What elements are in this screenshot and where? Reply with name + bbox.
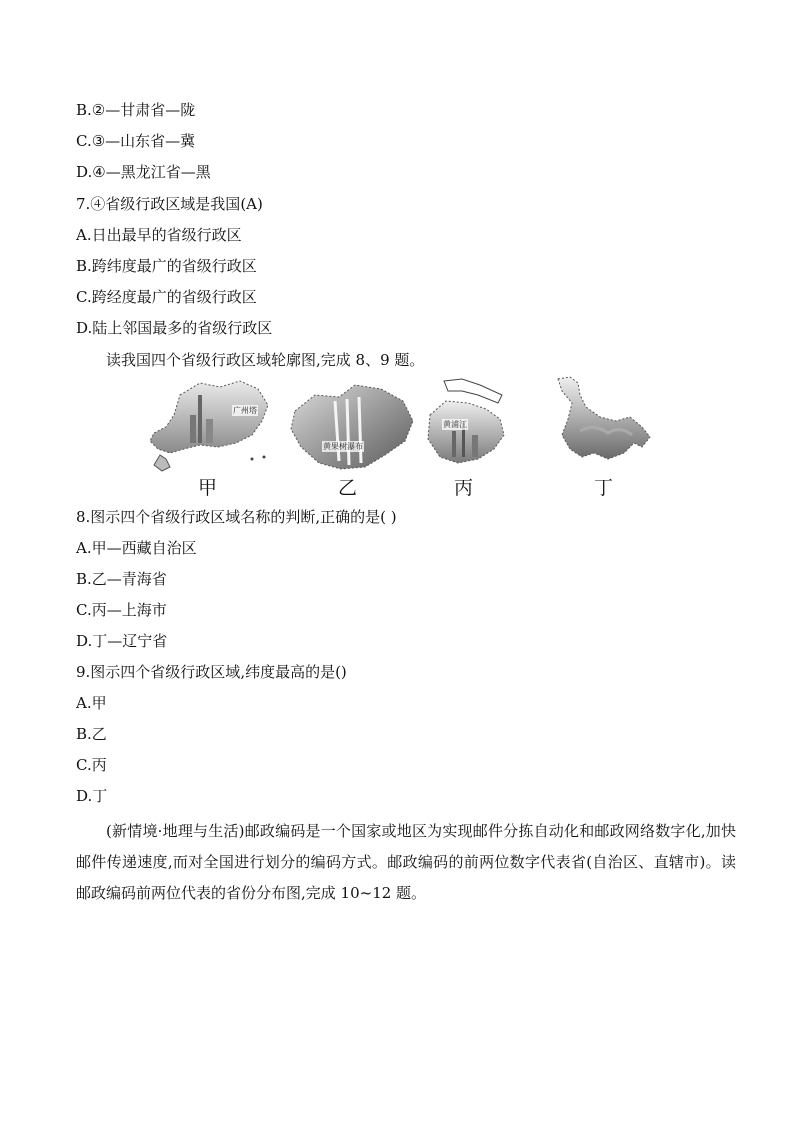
label-jia: 甲: [198, 477, 218, 499]
option-a-q7: A.日出最早的省级行政区: [76, 226, 242, 244]
option-c-q7: C.跨经度最广的省级行政区: [76, 288, 257, 306]
map-ding: [550, 373, 660, 473]
option-c-q8: C.丙—上海市: [76, 601, 167, 619]
label-bing: 丙: [454, 477, 474, 499]
intro-8-9: 读我国四个省级行政区域轮廓图,完成 8、9 题。: [106, 351, 425, 369]
option-c-q6: C.③—山东省—冀: [76, 132, 196, 150]
label-ding: 丁: [594, 477, 614, 499]
option-d-q8: D.丁—辽宁省: [76, 632, 168, 650]
option-d-q7: D.陆上邻国最多的省级行政区: [76, 319, 273, 337]
question-9-stem: 9.图示四个省级行政区域,纬度最高的是(): [76, 663, 347, 681]
tag-huangpu-river: 黄浦江: [443, 420, 467, 429]
map-bing: [422, 375, 522, 467]
map-jia: [140, 375, 280, 475]
label-yi: 乙: [338, 477, 358, 499]
province-outlines-figure: [140, 373, 660, 498]
question-8-stem: 8.图示四个省级行政区域名称的判断,正确的是( ): [76, 508, 397, 526]
option-b-q9: B.乙: [76, 725, 107, 743]
option-b-q8: B.乙—青海省: [76, 570, 167, 588]
tag-canton-tower: 广州塔: [233, 406, 257, 415]
option-c-q9: C.丙: [76, 756, 107, 774]
postal-code-passage: (新情境·地理与生活)邮政编码是一个国家或地区为实现邮件分拣自动化和邮政网络数字化,加快邮件传递速度,而对全国进行划分的编码方式。邮政编码的前两位数字代表省(自治区、直辖市)。读邮政编码前两位代表的省份分布图,完成 10~12 题。: [76, 822, 736, 902]
option-d-q6: D.④—黑龙江省—黑: [76, 163, 211, 181]
option-a-q8: A.甲—西藏自治区: [76, 539, 197, 557]
option-b-q7: B.跨纬度最广的省级行政区: [76, 257, 257, 275]
option-b-q6: B.②—甘肃省—陇: [76, 101, 196, 119]
tag-huangguoshu-falls: 黄果树瀑布: [323, 442, 363, 451]
question-7-stem: 7.④省级行政区域是我国(A): [76, 195, 263, 213]
option-a-q9: A.甲: [76, 694, 107, 712]
option-d-q9: D.丁: [76, 787, 108, 805]
map-yi: [285, 381, 420, 473]
